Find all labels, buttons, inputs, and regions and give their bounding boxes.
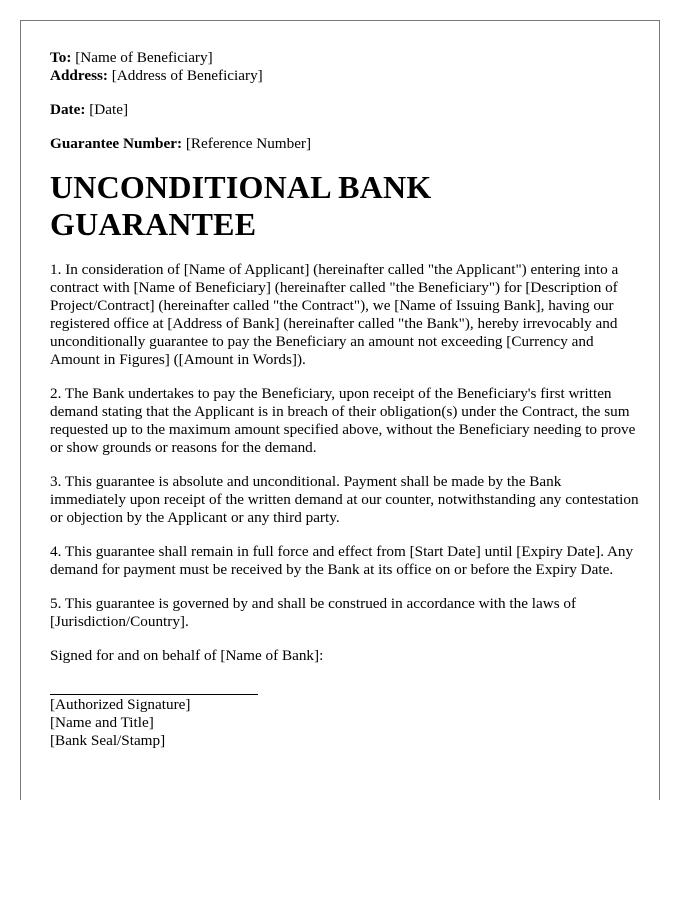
clause-2: 2. The Bank undertakes to pay the Beneficiary, upon receipt of the Beneficiary's first written demand stating that the Applicant is in breach of their obligation(s) under the Contract, the sum requested up to the maximum amount specified above, without the Beneficiary needing to prove or show grounds or reasons for the demand. bbox=[50, 385, 636, 456]
authorized-signature: [Authorized Signature] bbox=[50, 696, 191, 713]
signature-line bbox=[50, 694, 258, 695]
guarantee-number-label: Guarantee Number: bbox=[50, 135, 183, 152]
title-line-1: UNCONDITIONAL BANK bbox=[50, 169, 432, 205]
date-line bbox=[50, 101, 640, 119]
document-title bbox=[50, 169, 640, 243]
title-line-2: GUARANTEE bbox=[50, 206, 257, 242]
name-and-title: [Name and Title] bbox=[50, 714, 154, 731]
date-label: Date: bbox=[50, 101, 86, 118]
signature-block bbox=[50, 696, 640, 750]
guarantee-number-line bbox=[50, 135, 640, 153]
clauses bbox=[50, 261, 640, 631]
signed-on-behalf-line: Signed for and on behalf of [Name of Bank]: bbox=[50, 647, 324, 664]
spacer bbox=[50, 85, 640, 101]
address-label: Address: bbox=[50, 67, 108, 84]
clause-4: 4. This guarantee shall remain in full force and effect from [Start Date] until [Expiry Date]. Any demand for payment must be received by the Bank at its office on or before the Expiry Date. bbox=[50, 543, 634, 578]
to-value: [Name of Beneficiary] bbox=[75, 49, 213, 66]
address-line bbox=[50, 67, 640, 85]
bank-seal-stamp: [Bank Seal/Stamp] bbox=[50, 732, 166, 749]
date-value: [Date] bbox=[89, 101, 129, 118]
spacer bbox=[50, 119, 640, 135]
address-value: [Address of Beneficiary] bbox=[111, 67, 263, 84]
to-label: To: bbox=[50, 49, 72, 66]
document-page bbox=[20, 20, 660, 800]
clause-3: 3. This guarantee is absolute and unconditional. Payment shall be made by the Bank immediately upon receipt of the written demand at our counter, notwithstanding any contestation or objection by the Applicant or any third party. bbox=[50, 473, 639, 526]
document-content bbox=[50, 49, 640, 750]
clause-5: 5. This guarantee is governed by and shall be construed in accordance with the laws of [Jurisdiction/Country]. bbox=[50, 595, 577, 630]
to-line bbox=[50, 49, 640, 67]
guarantee-number-value: [Reference Number] bbox=[185, 135, 312, 152]
clause-1: 1. In consideration of [Name of Applicant] (hereinafter called "the Applicant") entering into a contract with [Name of Beneficiary] (hereinafter called "the Beneficiary") for [Description of Project/Contract] (hereinafter called "the Contract"), we [Name of Issuing Bank], having our registered office at [Address of Bank] (hereinafter called "the Bank"), hereby irrevocably and unconditionally guarantee to pay the Beneficiary an amount not exceeding [Currency and Amount in Figures] ([Amount in Words]). bbox=[50, 261, 619, 368]
